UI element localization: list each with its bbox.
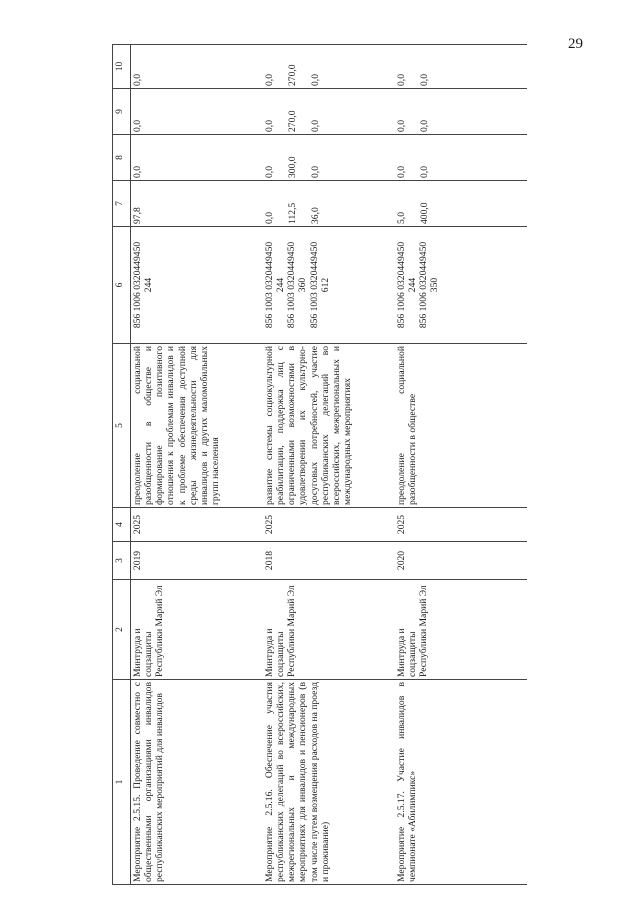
budget-code-line: 856 1003 0320449450 xyxy=(264,241,275,329)
table-row xyxy=(263,45,395,885)
value-col-8 xyxy=(395,135,527,181)
budget-code-line: 350 xyxy=(429,277,441,293)
budget-code-line: 856 1006 0320449450 xyxy=(132,241,143,329)
budget-code-line: 244 xyxy=(407,277,419,293)
end-year: 2025 xyxy=(395,508,527,542)
value-col-9 xyxy=(263,89,395,135)
col-header-6: 6 xyxy=(113,227,131,344)
value-line: 0,0 xyxy=(310,120,322,132)
value-line: 0,0 xyxy=(396,74,407,86)
table-row xyxy=(131,45,264,885)
budget-code-line: 856 1006 0320449450 xyxy=(418,241,430,329)
start-year: 2019 xyxy=(131,542,264,580)
value-col-8 xyxy=(263,135,395,181)
value-col-8 xyxy=(131,135,264,181)
program-measures-table xyxy=(112,44,527,885)
expected-result: преодоление социальной разобщенности в обществе и формирование позитивного отношения к проблемам инвалидов и к проблеме обеспечения доступной среды жизнедеятельности для инвалидов и других маломобильных групп населения xyxy=(131,344,264,508)
value-col-7 xyxy=(263,181,395,227)
header-row xyxy=(113,45,131,885)
value-line: 0,0 xyxy=(310,74,322,86)
page-number: 29 xyxy=(568,36,583,52)
col-header-10: 10 xyxy=(113,45,131,89)
value-line: 0,0 xyxy=(264,120,275,132)
expected-result: развитие системы социокультурной реабилитации, поддержка лиц с ограниченными возможностями в удовлетворении их культурно-досуговых потребностей, участие республиканских делегаций во всероссийских, межрегиональных и международных мероприятиях xyxy=(263,344,395,508)
value-line: 0,0 xyxy=(132,166,143,178)
col-header-3: 3 xyxy=(113,542,131,580)
budget-code-line: 856 1003 0320449450 xyxy=(286,241,298,329)
budget-codes xyxy=(263,227,395,344)
measure-title: Мероприятие 2.5.17. Участие инвалидов в чемпионате «Абилимпикс» xyxy=(395,680,527,885)
value-line: 0,0 xyxy=(132,74,143,86)
value-col-9 xyxy=(395,89,527,135)
value-line: 0,0 xyxy=(264,166,275,178)
value-col-10 xyxy=(395,45,527,89)
col-header-2: 2 xyxy=(113,580,131,680)
value-col-10 xyxy=(263,45,395,89)
measure-title: Мероприятие 2.5.16. Обеспечение участия республиканских делегаций во всероссийских, межрегиональных и международных мероприятиях для инвалидов и пенсионеров (в том числе путем возмещения расходов на проезд и проживание) xyxy=(263,680,395,885)
end-year: 2025 xyxy=(263,508,395,542)
value-line: 36,0 xyxy=(310,207,322,224)
value-line: 270,0 xyxy=(287,64,299,86)
col-header-1: 1 xyxy=(113,680,131,885)
executor: Минтруда и соцзащиты Республики Марий Эл xyxy=(263,580,395,680)
value-col-7 xyxy=(131,181,264,227)
executor: Минтруда и соцзащиты Республики Марий Эл xyxy=(131,580,264,680)
col-header-5: 5 xyxy=(113,344,131,508)
table-row xyxy=(395,45,527,885)
budget-codes xyxy=(131,227,264,344)
budget-codes xyxy=(395,227,527,344)
end-year: 2025 xyxy=(131,508,264,542)
value-line: 0,0 xyxy=(419,166,431,178)
value-line: 300,0 xyxy=(287,156,299,178)
budget-code-line: 360 xyxy=(297,277,309,293)
value-line: 0,0 xyxy=(310,166,322,178)
value-line: 112,5 xyxy=(287,202,299,224)
col-header-8: 8 xyxy=(113,135,131,181)
col-header-7: 7 xyxy=(113,181,131,227)
value-col-10 xyxy=(131,45,264,89)
col-header-9: 9 xyxy=(113,89,131,135)
value-line: 5,0 xyxy=(396,212,407,224)
value-col-7 xyxy=(395,181,527,227)
value-line: 0,0 xyxy=(132,120,143,132)
value-line: 0,0 xyxy=(419,74,431,86)
value-line: 0,0 xyxy=(396,166,407,178)
budget-code-line: 244 xyxy=(275,277,287,293)
budget-code-line: 612 xyxy=(319,277,331,293)
col-header-4: 4 xyxy=(113,508,131,542)
value-line: 0,0 xyxy=(396,120,407,132)
measure-title: Мероприятие 2.5.15. Проведение совместно с общественными организациями инвалидов республиканских мероприятий для инвалидов xyxy=(131,680,264,885)
start-year: 2018 xyxy=(263,542,395,580)
value-line: 270,0 xyxy=(287,110,299,132)
value-line: 97,8 xyxy=(132,207,143,224)
value-line: 0,0 xyxy=(419,120,431,132)
rotated-table-container xyxy=(112,45,575,885)
expected-result: преодоление социальной разобщенности в обществе xyxy=(395,344,527,508)
value-line: 0,0 xyxy=(264,212,275,224)
start-year: 2020 xyxy=(395,542,527,580)
budget-code-line: 856 1006 0320449450 xyxy=(396,241,407,329)
budget-code-line: 856 1003 0320449450 xyxy=(308,241,320,329)
value-line: 400,0 xyxy=(419,202,431,224)
value-col-9 xyxy=(131,89,264,135)
executor: Минтруда и соцзащиты Республики Марий Эл xyxy=(395,580,527,680)
value-line: 0,0 xyxy=(264,74,275,86)
budget-code-line: 244 xyxy=(143,277,155,293)
